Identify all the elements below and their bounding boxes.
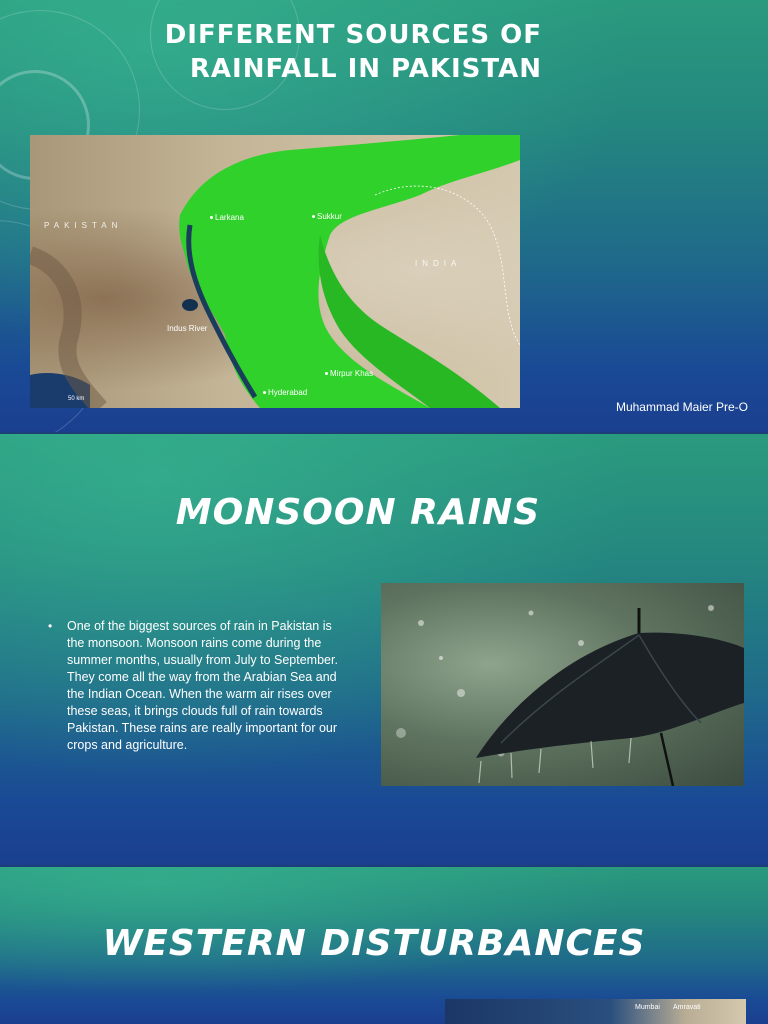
map-label-india: INDIA [415, 259, 462, 268]
slide-western-disturbances [0, 867, 768, 1024]
flood-overlay [30, 135, 520, 408]
presentation-title: DIFFERENT SOURCES OF RAINFALL IN PAKISTAN [164, 20, 542, 84]
map-city-label: Larkana [210, 213, 244, 222]
bullet-item [48, 618, 348, 754]
slide-heading: MONSOON RAINS [175, 492, 541, 533]
flood-satellite-map [30, 135, 520, 408]
slide-title [0, 0, 768, 432]
bullet-marker: • [48, 619, 53, 633]
map-city-label: Hyderabad [263, 388, 307, 397]
slide-heading: WESTERN DISTURBANCES [102, 923, 646, 964]
map-city-label: Mumbai [635, 1004, 660, 1011]
umbrella-rain-photo [381, 583, 744, 786]
author-name: Muhammad Maier Pre-O [615, 400, 748, 414]
map-river-label: Indus River [167, 324, 208, 333]
map-city-label: Amravati [673, 1004, 701, 1011]
slide-monsoon [0, 434, 768, 865]
map-label-pakistan: PAKISTAN [44, 221, 123, 230]
map-city-label: Sukkur [312, 212, 342, 221]
umbrella-illustration [381, 583, 744, 786]
map-city-label: Mirpur Khas [325, 369, 373, 378]
map-scale-label: 50 km [68, 396, 85, 402]
bullet-text: One of the biggest sources of rain in Pakistan is the monsoon. Monsoon rains come during the summer months, usually from July to September. They come all the way from the Arabian Sea and the Indian Ocean. When the warm air rises over these seas, it brings clouds full of rain towards Pakistan. These rains are really important for our crops and agriculture. [67, 619, 338, 752]
satellite-map-photo [445, 999, 746, 1024]
